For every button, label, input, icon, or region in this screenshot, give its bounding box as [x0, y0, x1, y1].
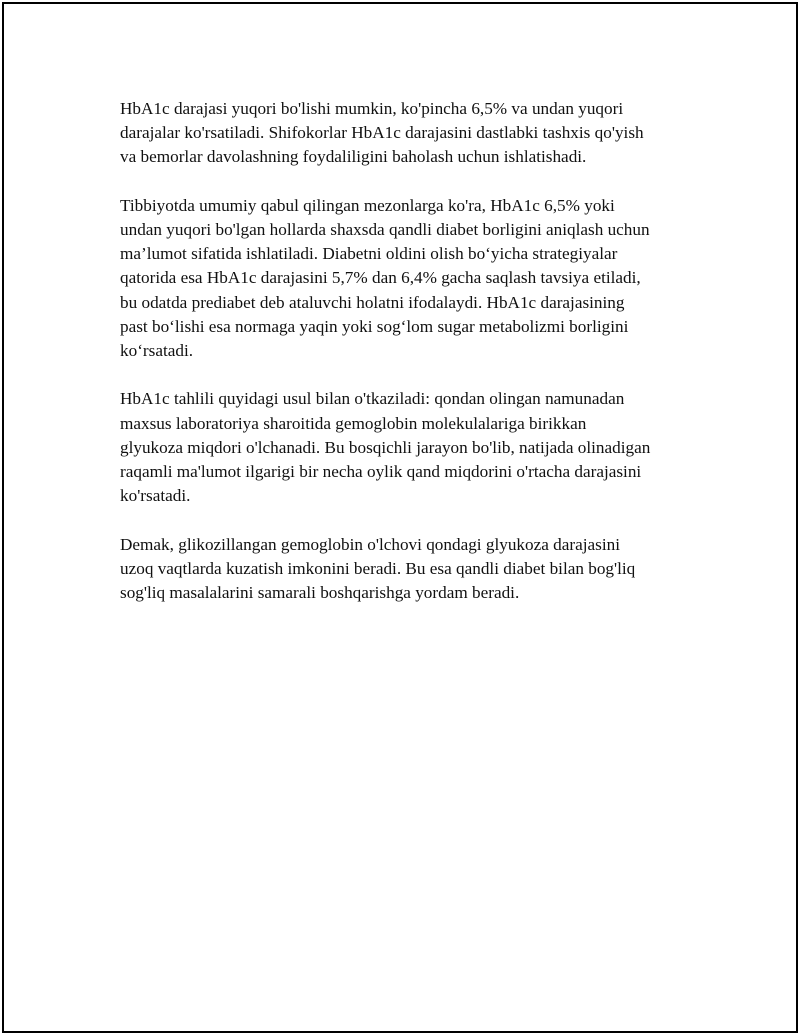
- paragraph-1: HbA1c darajasi yuqori bo'lishi mumkin, ko'pincha 6,5% va undan yuqori darajalar ko'rsatiladi. Shifokorlar HbA1c darajasini dastlabki tashxis qo'yish va bemorlar davolashning foydaliligini baholash uchun ishlatishadi.: [120, 99, 644, 167]
- paragraph-4: Demak, glikozillangan gemoglobin o'lchovi qondagi glyukoza darajasini uzoq vaqtlarda kuzatish imkonini beradi. Bu esa qandli diabet bilan bog'liq sog'liq masalalarini samarali boshqarishga yordam beradi.: [120, 534, 636, 603]
- paragraph-3: HbA1c tahlili quyidagi usul bilan o'tkaziladi: qondan olingan namunadan maxsus laboratoriya sharoitida gemoglobin molekulalariga birikkan glyukoza miqdori o'lchanadi. Bu bosqichli jarayon bo'lib, natijada olinadigan raqamli ma'lumot ilgarigi bir necha oylik qand miqdorini o'rtacha darajasini ko'rsatadi.: [120, 389, 651, 506]
- paragraph-2: Tibbiyotda umumiy qabul qilingan mezonlarga ko'ra, HbA1c 6,5% yoki undan yuqori bo'lgan hollarda shaxsda qandli diabet borligini aniqlash uchun ma’lumot sifatida ishlatiladi. Diabetni oldini olish bo‘yicha strategiyalar qatorida esa HbA1c darajasini 5,7% dan 6,4% gacha saqlash tavsiya etiladi, bu odatda prediabet deb ataluvchi holatni ifodalaydi. HbA1c darajasining past bo‘lishi esa normaga yaqin yoki sog‘lom sugar metabolizmi borligini ko‘rsatadi.: [120, 195, 650, 361]
- document-page: [2, 2, 798, 1033]
- document-body: [120, 97, 700, 629]
